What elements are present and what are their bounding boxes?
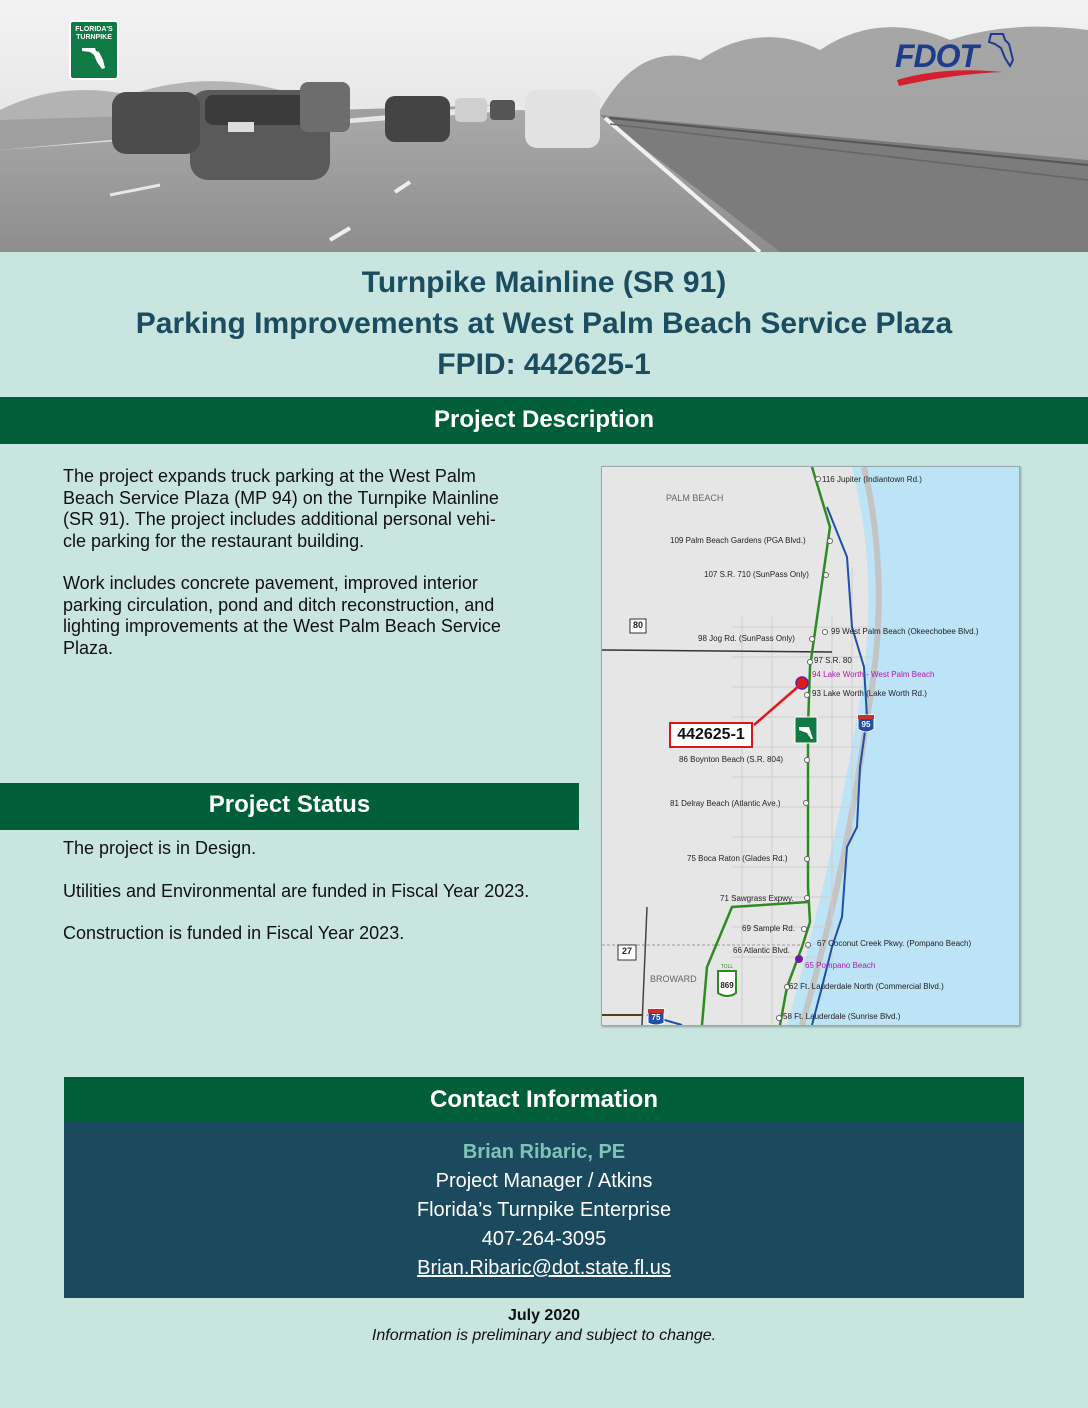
project-callout-label: 442625-1 (669, 722, 753, 748)
map-interchange-label: 67 Coconut Creek Pkwy. (Pompano Beach) (817, 939, 972, 948)
status-item: The project is in Design. (63, 838, 257, 858)
map-interchange-label: 66 Atlantic Blvd. (733, 946, 790, 955)
map-interchange-label: 75 Boca Raton (Glades Rd.) (687, 854, 788, 863)
status-item: Construction is funded in Fiscal Year 2023. (63, 923, 405, 943)
map-interchange-label: 86 Boynton Beach (S.R. 804) (679, 755, 784, 764)
project-description-text (63, 466, 563, 680)
footer (0, 1306, 1088, 1346)
map-interchange-label: 116 Jupiter (Indiantown Rd.) (822, 475, 922, 484)
footer-disclaimer: Information is preliminary and subject to change. (371, 1327, 717, 1344)
map-county-label: BROWARD (650, 974, 697, 984)
map-interchange-label: 97 S.R. 80 (814, 656, 852, 665)
page-title (0, 262, 1088, 385)
footer-date: July 2020 (507, 1307, 581, 1324)
map-toll-label: TOLL (720, 964, 734, 970)
map-interchange-label: 58 Ft. Lauderdale (Sunrise Blvd.) (783, 1012, 901, 1021)
map-interchange-label: 107 S.R. 710 (SunPass Only) (704, 570, 809, 579)
map-shield-label: 80 (632, 620, 643, 630)
map-interchange-label: 69 Sample Rd. (742, 924, 795, 933)
fdot-logo (893, 30, 1018, 88)
title-line-3: FPID: 442625-1 (437, 348, 651, 381)
project-status-heading: Project Status (0, 783, 579, 830)
map-interchange-label: 81 Delray Beach (Atlantic Ave.) (670, 799, 781, 808)
map-interchange-label: 94 Lake Worth - West Palm Beach (812, 670, 935, 679)
title-line-2: Parking Improvements at West Palm Beach Service Plaza (135, 307, 953, 340)
map-interchange-label: 65 Pompano Beach (805, 961, 876, 970)
project-status-text (63, 838, 593, 966)
project-location-map (601, 466, 1020, 1026)
map-interchange-label: 71 Sawgrass Expwy. (720, 894, 794, 903)
header-photo (0, 0, 1088, 252)
contact-organization: Florida’s Turnpike Enterprise (416, 1199, 672, 1221)
map-interchange-label: 109 Palm Beach Gardens (PGA Blvd.) (670, 536, 806, 545)
project-description-heading: Project Description (0, 397, 1088, 444)
fdot-logo-text: FDOT (895, 38, 979, 74)
contact-information-panel (64, 1122, 1024, 1298)
map-interchange-label: 99 West Palm Beach (Okeechobee Blvd.) (831, 627, 979, 636)
florida-state-icon (79, 42, 109, 72)
map-shield-label: 75 (651, 1013, 661, 1022)
description-paragraph-2: Work includes concrete pavement, improved interior parking circulation, pond and ditch reconstruction, and lighting improvements at the West Palm Beach Service Plaza. (63, 573, 501, 658)
description-paragraph-1: The project expands truck parking at the West Palm Beach Service Plaza (MP 94) on the Turnpike Mainline (SR 91). The project includes additional personal vehi- cle parking for the restaurant building. (63, 466, 499, 551)
contact-name: Brian Ribaric, PE (462, 1141, 626, 1163)
contact-information-heading: Contact Information (64, 1077, 1024, 1123)
title-line-1: Turnpike Mainline (SR 91) (361, 266, 727, 299)
map-county-label: PALM BEACH (666, 493, 724, 503)
map-interchange-label: 62 Ft. Lauderdale North (Commercial Blvd.) (789, 982, 944, 991)
status-item: Utilities and Environmental are funded in Fiscal Year 2023. (63, 880, 530, 901)
map-shield-label: 27 (621, 946, 632, 956)
contact-role: Project Manager / Atkins (435, 1170, 653, 1192)
map-shield-label: 95 (861, 720, 871, 729)
contact-email-link[interactable]: Brian.Ribaric@dot.state.fl.us (417, 1257, 671, 1279)
turnpike-logo: FLORIDA'S TURNPIKE (69, 20, 119, 80)
map-shield-label: 869 (720, 981, 734, 990)
map-interchange-label: 98 Jog Rd. (SunPass Only) (698, 634, 795, 643)
contact-phone: 407-264-3095 (481, 1228, 607, 1250)
map-interchange-label: 93 Lake Worth (Lake Worth Rd.) (812, 689, 927, 698)
